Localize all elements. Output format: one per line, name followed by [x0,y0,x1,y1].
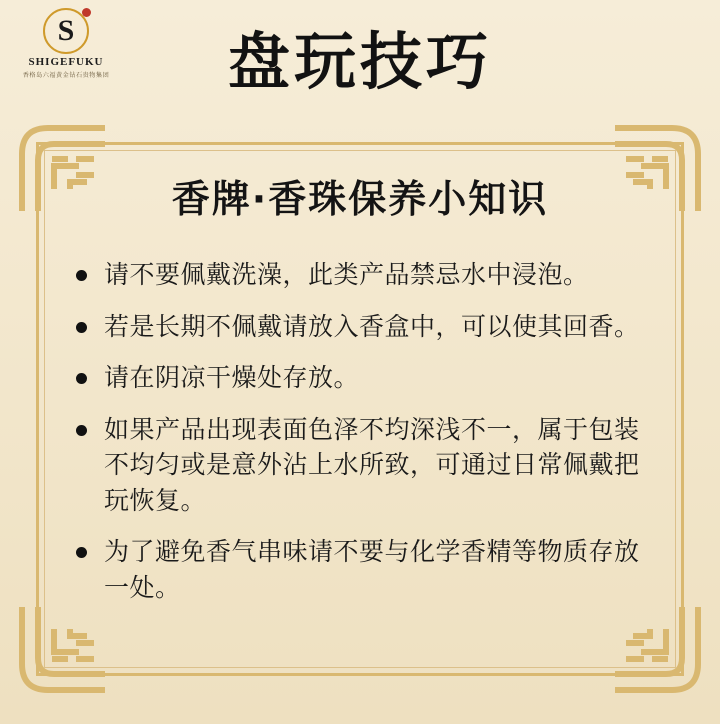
list-item [70,257,656,293]
list-item [70,360,656,396]
list-item-text: 如果产品出现表面色泽不均深浅不一，属于包装不均匀或是意外沾上水所致，可通过日常佩戴把玩恢复。 [104,414,640,515]
logo-dot-icon [82,8,91,17]
list-item [70,534,656,605]
list-item [70,412,656,519]
bullet-icon [76,547,87,558]
logo-brand-subtitle: 香格岛六福黄金钻石贵物集团 [22,72,110,79]
bullet-icon [76,270,87,281]
list-item-text: 若是长期不佩戴请放入香盒中，可以使其回香。 [104,311,640,341]
logo-brand-name: SHIGEFUKU [28,56,104,68]
list-item-text: 请在阴凉干燥处存放。 [104,363,360,392]
bullet-icon [76,322,87,333]
logo-letter: S [57,14,75,47]
bullet-icon [76,425,87,436]
card-content [58,168,662,621]
list-item-text: 请不要佩戴洗澡，此类产品禁忌水中浸泡。 [104,260,589,289]
page-title: 盘玩技巧 [227,25,492,98]
card-subtitle: 香牌·香珠保养小知识 [171,177,549,221]
list-item-text: 为了避免香气串味请不要与化学香精等物质存放一处。 [104,537,640,602]
list-item [70,309,656,345]
tips-list [58,257,662,605]
bullet-icon [76,373,87,384]
